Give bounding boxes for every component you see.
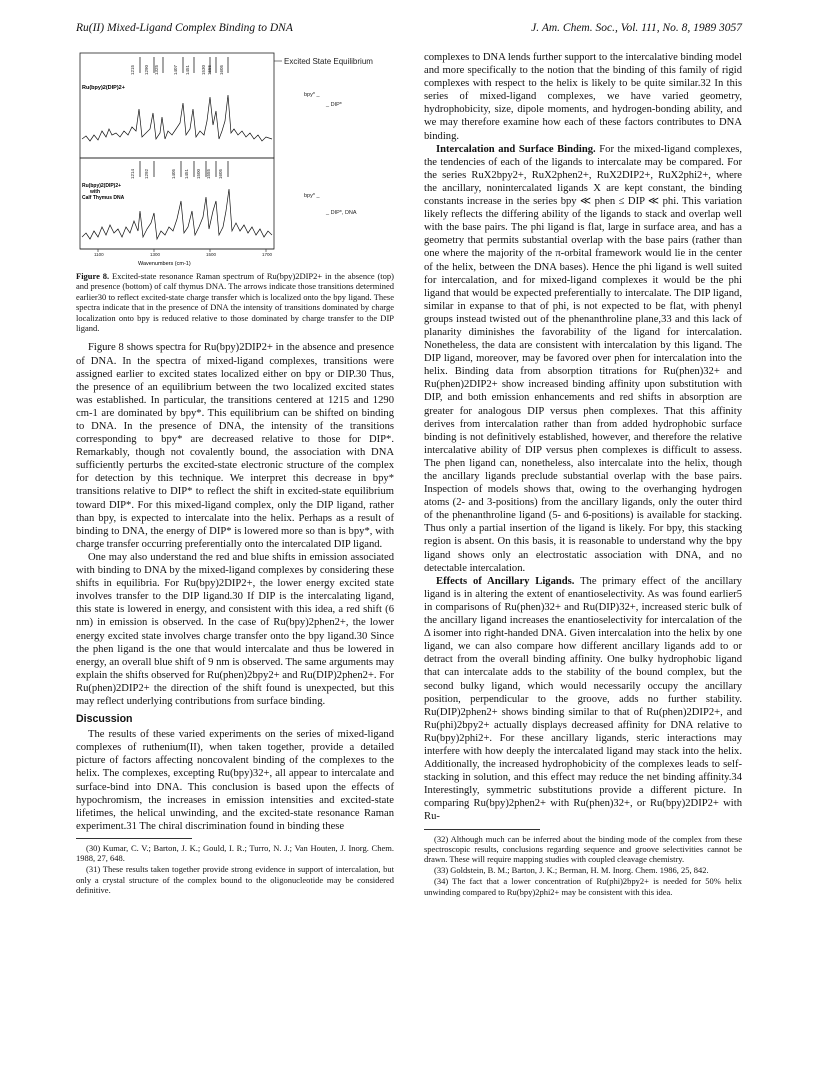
x-tick-1300: 1300 xyxy=(150,252,161,257)
x-tick-1500: 1500 xyxy=(206,252,217,257)
right-paragraph-1: complexes to DNA lends further support to the intercalative binding model and more specifically to the notion that the binding of this family of rigid complexes with respect to the helix is likely to be quite similar.32 In this series of mixed-ligand complexes, we have varied geometry, hydrophobicity, size, dipole moments, and hydrogen-bonding ability, and we may therefore examine how each of these factors contributes to DNA binding. xyxy=(424,52,742,142)
top-tick-1555: 1555 xyxy=(207,64,212,75)
bottom-tick-1405: 1405 xyxy=(171,168,176,179)
footnote-31: (31) These results taken together provide strong evidence in support of intercalation, but only a crystal structure of the complex bound to the oligonucleotide may be considered definitive. xyxy=(76,864,394,895)
ancillary-paragraph xyxy=(424,575,742,824)
right-column xyxy=(424,51,742,898)
legend-bottom-dip-dna: _ DIP*, DNA xyxy=(326,210,357,216)
x-axis-label: Wavenumbers (cm-1) xyxy=(138,261,191,267)
top-tick-1605: 1605 xyxy=(219,64,224,75)
top-tick-1451: 1451 xyxy=(185,64,190,75)
intercalation-heading: Intercalation and Surface Binding. xyxy=(436,143,596,155)
bottom-tick-1605: 1605 xyxy=(218,168,223,179)
x-tick-1100: 1100 xyxy=(94,252,104,257)
right-footnotes xyxy=(424,834,742,897)
bottom-label-line-3: Calf Thymus DNA xyxy=(82,195,125,201)
figure-8 xyxy=(76,51,394,267)
top-tick-1325: 1325 xyxy=(154,64,159,75)
top-spectrum-label: Ru(bpy)2(DIP)2+ xyxy=(82,85,125,91)
top-tick-labels xyxy=(130,64,224,75)
caption-label: Figure 8. xyxy=(76,271,110,281)
top-tick-1215: 1215 xyxy=(130,64,135,75)
figure-caption xyxy=(76,271,394,333)
intercalation-paragraph xyxy=(424,143,742,575)
raman-spectra-figure xyxy=(76,51,394,267)
bottom-label-line-2: with xyxy=(90,189,100,195)
discussion-heading: Discussion xyxy=(76,713,133,726)
discussion-paragraph: The results of these varied experiments on the series of mixed-ligand complexes of ruthenium(II), when taken together, provide a detailed picture of factors affecting noncovalent binding of the complexes to the helix. The complexes, excepting Ru(bpy)32+, all appear to intercalate and surface-bind into DNA. This conclusion is based upon the effects of hypochromism, the increases in emission intensities and excited-state lifetimes, the helical unwinding, and the excited-state resonance Raman experiment.31 The chiral discrimination found in binding these xyxy=(76,729,394,832)
bottom-tick-1214: 1214 xyxy=(130,168,135,179)
left-column xyxy=(76,51,394,896)
caption-text: Excited-state resonance Raman spectrum of Ru(bpy)2DIP2+ in the absence (top) and presence (bottom) of calf thymus DNA. The arrows indicate those transitions determined earlier30 to reflect excited-state charge transfer which is localized onto the bpy ligand. These spectra indicate that in the presence of DNA the intensity of transitions dominated by charge localization onto bpy is reduced relative to those dominated by charge transfer to the DIP ligand. xyxy=(76,271,394,334)
legend-title: Excited State Equilibrium xyxy=(284,57,373,66)
bottom-tick-1500: 1500 xyxy=(196,168,201,179)
left-paragraph-2: One may also understand the red and blue shifts in emission associated with binding to DNA by the mixed-ligand complexes by considering these shifts in equilibria. For Ru(bpy)2DIP2+, the lower energy excited state involves transfer to the DIP ligand.30 If DIP is the intercalating ligand, this state is lowered in energy, and consistent with this idea, a red shift (6 nm) in emission is observed. In the case of Ru(bpy)2phen2+, the lower energy excited state involves charge transfer onto the bpy ligand.30 Since the phen ligand is the one that would intercalate and thus be lowered in energy, an overall blue shift of 9 nm is observed. The same arguments may explain the shifts observed for Ru(phen)2bpy2+ and Ru(DIP)2phen2+. For Ru(phen)2DIP2+ the direction of the shift found is unexpected, but this may reflect underlying contributions from surface binding. xyxy=(76,551,394,707)
running-header xyxy=(76,22,742,38)
bottom-spectrum-label xyxy=(82,183,125,201)
top-tick-1290: 1290 xyxy=(144,64,149,75)
top-tick-1530: 1530 xyxy=(201,64,206,75)
legend-top-dip: _ DIP* xyxy=(326,102,342,108)
bottom-tick-1451: 1451 xyxy=(184,168,189,179)
bottom-tick-labels xyxy=(130,168,223,179)
top-spectrum-trace xyxy=(82,95,272,141)
x-tick-1700: 1700 xyxy=(262,252,273,257)
left-paragraph-1: Figure 8 shows spectra for Ru(bpy)2DIP2+ in the absence and presence of DNA. In the spectra of mixed-ligand complexes, transitions were assigned earlier to excited states localized either on bpy or DIP.30 Thus, the presence of an equilibrium between the two localized excited states was established. In particular, the transitions centered at 1215 and 1290 cm-1 are dominated by bpy*. This equilibrium can be shifted on binding to DNA. In the presence of DNA, the intensity of the transitions corresponding to bpy* are decreased relative to those for DIP*. Remarkably, though not covalently bound, the association with DNA sufficiently perturbs the excited-state electronic structure of the complex for detection by this technique. We interpret this decrease in bpy* transitions relative to DIP* to reflect the shift in excited-state equilibrium toward DIP*. For this mixed-ligand complex, only the DIP ligand, rather than bpy, is expected to intercalate into the helix. Perhaps as a result of binding to DNA, the energy of DIP* is lowered more so than is bpy*, with charge transfer occurring preferentially onto the intercalated DIP ligand. xyxy=(76,342,394,550)
header-journal: J. Am. Chem. Soc., Vol. 111, No. 8, 1989 3057 xyxy=(531,22,742,34)
footnote-34: (34) The fact that a lower concentration of Ru(phi)2bpy2+ is needed for 50% helix unwinding compared to Ru(bpy)2phi2+ may be consistent with this idea. xyxy=(424,876,742,897)
legend-top-bpy: bpy* _ xyxy=(304,92,320,98)
footnote-33: (33) Goldstein, B. M.; Barton, J. K.; Berman, H. M. Inorg. Chem. 1986, 25, 842. xyxy=(434,865,709,876)
excited-state-legend xyxy=(284,57,373,216)
legend-bottom-bpy: bpy* _ xyxy=(304,193,320,199)
bottom-tick-1292: 1292 xyxy=(144,168,149,179)
ancillary-text: The primary effect of the ancillary ligand is in altering the extent of enantioselectivity. As was found earlier5 in comparisons of Ru(phen)32+ and Ru(DIP)32+, increased steric bulk of the ancillary ligand increases the enantioselectivity for intercalation of the Δ isomer into right-handed DNA. Given intercalation into the helix by one ligand, we can also compare how different ancillary ligands add to or detract from the overall binding affinity. One bulky hydrophobic ligand that can intercalate adds to the stability of the bound complex, but the second bulky ligand, which would necessarily occupy the ancillary position, perpendicular to the groove, adds no further stability. Ru(DIP)2phen2+ shows binding similar to that of Ru(phen)2DIP2+, and Ru(phi)2bpy2+ actually displays decreased affinity for DNA relative to Ru(bpy)2phi2+. For these ancillary ligands, steric interactions may interfere with how deeply the intercalated ligand may stack into the helix. Additionally, the increased hydrophobicity of the complexes leads to self-stacking in solution, and this effect may reduce the net binding affinity.34 Interestingly, symmetric substitutions provide a different picture. In comparing Ru(bpy)2phen2+ with Ru(phen)32+, or Ru(bpy)2DIP2+ with Ru- xyxy=(424,575,742,823)
ancillary-heading: Effects of Ancillary Ligands. xyxy=(436,575,575,587)
intercalation-text: For the mixed-ligand complexes, the tendencies of each of the ligands to intercalate may be compared. For the series RuX2bpy2+, RuX2phen2+, RuX2DIP2+, RuX2phi2+, where the ancillary, nonintercalated ligands X are kept constant, the binding constants increase in the series bpy ≪ phen ≤ DIP ≪ phi. This variation likely reflects the differing ability of the ligands to stack and overlap well with the base pairs. The phi ligand is flat, large in surface area, and has a geometry that permits substantial overlap with the base pairs (rather than one where the majority of the π-orbital framework would lie in the center of the helix, between the DNA bases). Hence the phi ligand is well suited for intercalation, and for mixed-ligand complexes it would be the phi ligand that would be expected preferentially to intercalate. The DIP ligand, similar in expanse to that of phi, is not expected to be flat, with phenyl groups instead twisted out of the phenanthroline plane,33 and this lack of planarity diminishes the favorability of the ligand for intercalation. Nonetheless, the data are consistent with intercalation by this ligand. The DIP ligand, moreover, may be favored over phen for intercalation into the helix. Binding data from absorption titrations for Ru(phen)32+ and Ru(phen)2DIP2+ show increased binding affinity upon substitution with DIP, and both emission enhancements and red shifts in absorption are greater for analogous DIP versus phen complexes. That this affinity derives from intercalation rather than from added hydrophobic surface binding is not definitively established, however, and therefore the relative intercalative ability of DIP versus phen complexes is difficult to assess. The phen ligand can, nonetheless, also intercalate into the helix, though the ancillary ligands preclude substantial overlap with the base pairs. Inspection of models shows that, owing to the overhanging hydrogen atoms (2- and 3-positions) from the ancillary ligands, only the outer third of the phenanthroline ligand (5- and 6-positions) is available for stacking. Thus only a partial insertion of the ligand is likely. For bpy, this stacking region is absent. On this basis, it is reasonable to understand why the bpy ligand shows only an electrostatic association with DNA, and no detectable intercalation. xyxy=(424,143,743,574)
bottom-label-line-1: Ru(bpy)2(DIP)2+ xyxy=(82,183,122,189)
top-tick-1407: 1407 xyxy=(173,64,178,75)
left-footnotes xyxy=(76,843,394,895)
footnote-32: (32) Although much can be inferred about the binding mode of the complex from these spectroscopic results, conclusions regarding sequence and groove selectivities cannot be drawn. These will require mapping studies with coupled cleavage chemistry. xyxy=(424,833,742,864)
header-title: Ru(II) Mixed-Ligand Complex Binding to DNA xyxy=(76,22,293,34)
x-tick-labels xyxy=(94,252,273,257)
bottom-tick-1555: 1555 xyxy=(206,168,211,179)
footnote-30: (30) Kumar, C. V.; Barton, J. K.; Gould, I. R.; Turro, N. J.; Van Houten, J. Inorg. Chem. 1988, 27, 648. xyxy=(76,842,394,864)
